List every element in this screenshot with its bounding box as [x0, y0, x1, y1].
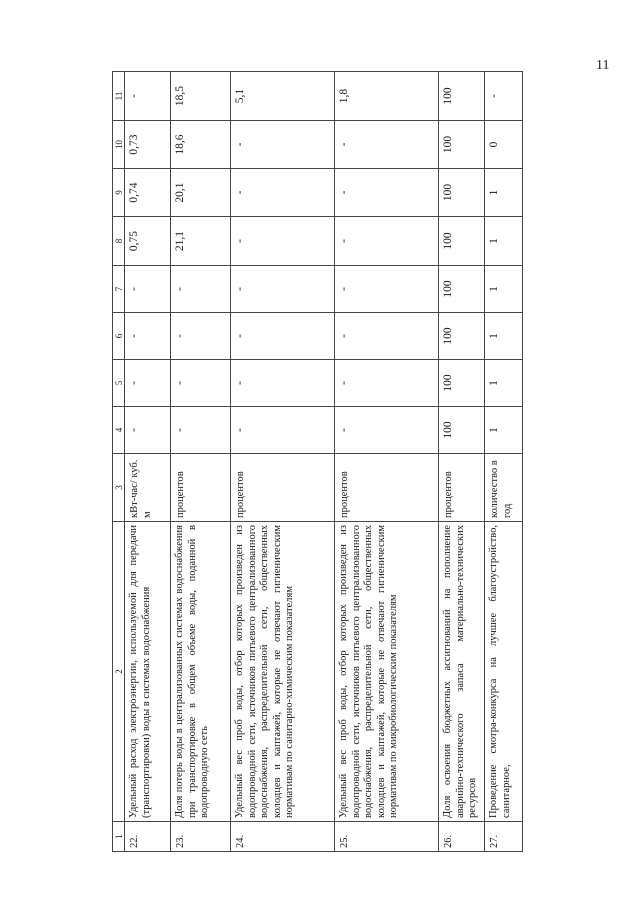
row-value: -: [231, 266, 335, 313]
row-value: 100: [439, 313, 485, 360]
row-value: 1: [485, 266, 523, 313]
row-value: -: [335, 121, 439, 169]
row-unit: процентов: [439, 454, 485, 522]
table-row: [125, 72, 171, 852]
row-value: 100: [439, 72, 485, 121]
row-number: 25.: [335, 822, 439, 852]
header-cell: 4: [113, 407, 125, 454]
row-value: 5,1: [231, 72, 335, 121]
row-value: 0,75: [125, 217, 171, 266]
table-row: [485, 72, 523, 852]
row-number: 27.: [485, 822, 523, 852]
row-value: -: [335, 360, 439, 407]
header-cell: 1: [113, 822, 125, 852]
row-unit: процентов: [231, 454, 335, 522]
row-unit: кВт-час/ куб. м: [125, 454, 171, 522]
row-value: -: [485, 72, 523, 121]
row-value: -: [231, 360, 335, 407]
rotated-table: [112, 72, 532, 852]
row-unit: процентов: [335, 454, 439, 522]
row-value: 100: [439, 360, 485, 407]
row-value: -: [171, 360, 231, 407]
row-unit: количество в год: [485, 454, 523, 522]
row-value: 1: [485, 313, 523, 360]
header-cell: 11: [113, 72, 125, 121]
row-value: -: [125, 72, 171, 121]
row-value: -: [125, 266, 171, 313]
row-description: Доля потерь воды в централизованных системах водоснабжения при транспортировке в общем объеме воды, поданной в водопроводную сеть: [171, 522, 231, 822]
row-value: -: [335, 407, 439, 454]
row-value: -: [335, 169, 439, 217]
row-value: -: [335, 313, 439, 360]
row-value: -: [335, 266, 439, 313]
row-value: 1: [485, 217, 523, 266]
row-value: -: [231, 121, 335, 169]
row-value: -: [125, 407, 171, 454]
row-value: 1: [485, 360, 523, 407]
row-value: -: [125, 313, 171, 360]
row-value: 100: [439, 407, 485, 454]
row-value: 18,5: [171, 72, 231, 121]
row-value: -: [335, 217, 439, 266]
row-value: -: [125, 360, 171, 407]
row-value: 100: [439, 121, 485, 169]
header-cell: 8: [113, 217, 125, 266]
row-description: Удельный расход электроэнергии, используемой для передачи (транспортировки) воды в системах водоснабжения: [125, 522, 171, 822]
header-cell: 5: [113, 360, 125, 407]
row-number: 26.: [439, 822, 485, 852]
row-number: 24.: [231, 822, 335, 852]
row-value: 21,1: [171, 217, 231, 266]
table-row: [171, 72, 231, 852]
row-value: 0: [485, 121, 523, 169]
header-cell: 7: [113, 266, 125, 313]
page-number: 11: [596, 58, 610, 73]
row-value: -: [171, 313, 231, 360]
table-container: [112, 72, 532, 852]
header-row: [113, 72, 125, 852]
row-description: Удельный вес проб воды, отбор которых произведен из водопроводной сети, источников питьевого централизованного водоснабжения, распределительной сети, общественных колодцев и каптажей, которые не отвечают гигиеническим нормативам по микробиологическим показателям: [335, 522, 439, 822]
row-number: 23.: [171, 822, 231, 852]
table-row: [439, 72, 485, 852]
row-unit: процентов: [171, 454, 231, 522]
row-value: 1: [485, 407, 523, 454]
row-description: Проведение смотра-конкурса на лучшее благоустройство, санитарное,: [485, 522, 523, 822]
row-value: 100: [439, 266, 485, 313]
row-value: 18,6: [171, 121, 231, 169]
row-description: Удельный вес проб воды, отбор которых произведен из водопроводной сети, источников питьевого централизованного водоснабжения, распределительной сети, общественных колодцев и каптажей, которые не отвечают гигиеническим нормативам по санитарно-химическим показателям: [231, 522, 335, 822]
header-cell: 6: [113, 313, 125, 360]
header-cell: 3: [113, 454, 125, 522]
row-value: -: [231, 169, 335, 217]
row-value: 100: [439, 169, 485, 217]
header-cell: 2: [113, 522, 125, 822]
table-row: [335, 72, 439, 852]
row-value: -: [231, 407, 335, 454]
row-value: 0,73: [125, 121, 171, 169]
header-cell: 10: [113, 121, 125, 169]
row-value: -: [231, 313, 335, 360]
row-value: 1: [485, 169, 523, 217]
row-value: 20,1: [171, 169, 231, 217]
row-value: 0,74: [125, 169, 171, 217]
header-cell: 9: [113, 169, 125, 217]
row-value: 1,8: [335, 72, 439, 121]
indicators-table: [112, 71, 523, 852]
row-number: 22.: [125, 822, 171, 852]
row-value: 100: [439, 217, 485, 266]
row-value: -: [171, 266, 231, 313]
row-value: -: [231, 217, 335, 266]
table-row: [231, 72, 335, 852]
row-value: -: [171, 407, 231, 454]
row-description: Доля освоения бюджетных ассигнований на пополнение аварийно-технического запаса материально-технических ресурсов: [439, 522, 485, 822]
